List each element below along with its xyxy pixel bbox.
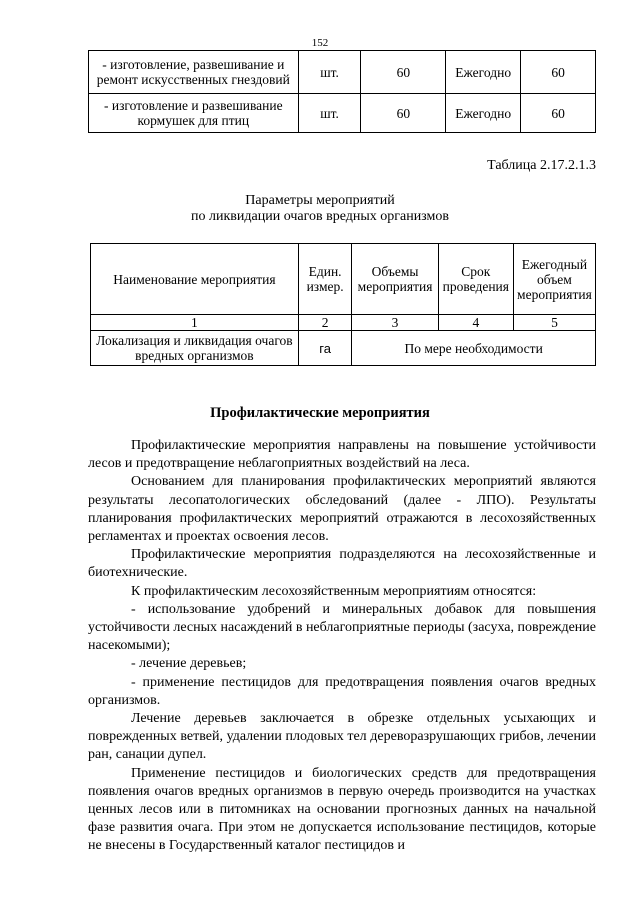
- paragraph: Профилактические мероприятия подразделяются на лесохозяйственные и биотехнические.: [88, 547, 596, 581]
- measure-name-cell: Локализация и ликвидация очагов вредных организмов: [91, 331, 299, 366]
- section-title: Профилактические мероприятия: [210, 405, 430, 421]
- header-cell: Наименование мероприятия: [91, 244, 299, 315]
- paragraph: - использование удобрений и минеральных добавок для повышения устойчивости лесных насаждений в неблагоприятные периоды (засуха, повреждение насекомыми);: [88, 601, 596, 654]
- table-row: [89, 94, 596, 133]
- term-cell: Ежегодно: [446, 51, 521, 94]
- measure-name-cell: - изготовление, развешивание и ремонт искусственных гнездовий: [89, 51, 299, 94]
- merged-term-cell: По мере необходимости: [352, 331, 596, 366]
- table-caption: Таблица 2.17.2.1.3: [487, 158, 596, 173]
- number-cell: 2: [298, 315, 352, 331]
- paragraph: Профилактические мероприятия направлены на повышение устойчивости лесов и предотвращение неблагоприятных воздействий на леса.: [88, 438, 596, 472]
- annual-cell: 60: [521, 94, 596, 133]
- table-row: [89, 51, 596, 94]
- number-cell: 3: [352, 315, 438, 331]
- paragraph: Основанием для планирования профилактических мероприятий являются результаты лесопатологических обследований (далее - ЛПО). Результаты планирования профилактических мероприятий отражаются в лесохозяйственных регламентах и проектах освоения лесов.: [88, 474, 596, 545]
- paragraph: - лечение деревьев;: [131, 656, 247, 672]
- header-cell: Един. измер.: [298, 244, 352, 315]
- column-number-row: [91, 315, 596, 331]
- term-cell: Ежегодно: [446, 94, 521, 133]
- unit-cell: шт.: [298, 51, 361, 94]
- volume-cell: 60: [361, 51, 446, 94]
- measures-table-continued: [88, 50, 596, 133]
- number-cell: 4: [438, 315, 513, 331]
- number-cell: 1: [91, 315, 299, 331]
- volume-cell: 60: [361, 94, 446, 133]
- body-text: [88, 437, 596, 856]
- table-row: [91, 331, 596, 366]
- paragraph: К профилактическим лесохозяйственным мероприятиям относятся:: [131, 583, 537, 599]
- annual-cell: 60: [521, 51, 596, 94]
- paragraph: Применение пестицидов и биологических средств для предотвращения появления очагов вредных организмов в первую очередь производится на участках ценных лесов или в питомниках на основании прогнозных данных на начальной фазе развития очага. При этом не допускается использование пестицидов, которые не внесены в Государственный каталог пестицидов и: [88, 765, 596, 854]
- unit-cell: шт.: [298, 94, 361, 133]
- unit-cell: га: [298, 331, 352, 366]
- paragraph: Лечение деревьев заключается в обрезке отдельных усыхающих и поврежденных ветвей, удалении плодовых тел дереворазрушающих грибов, лечении ран, санации дупел.: [88, 711, 596, 763]
- number-cell: 5: [513, 315, 595, 331]
- header-cell: Ежегодный объем мероприятия: [513, 244, 595, 315]
- page-number: 152: [311, 37, 329, 49]
- table-header-row: [91, 244, 596, 315]
- header-cell: Срок проведения: [438, 244, 513, 315]
- table-title-line2: по ликвидации очагов вредных организмов: [191, 209, 449, 224]
- paragraph: - применение пестицидов для предотвращения появления очагов вредных организмов.: [88, 674, 596, 708]
- header-cell: Объемы мероприятия: [352, 244, 438, 315]
- table-title-line1: Параметры мероприятий: [245, 193, 395, 208]
- measure-name-cell: - изготовление и развешивание кормушек для птиц: [89, 94, 299, 133]
- pest-control-table: [90, 243, 596, 366]
